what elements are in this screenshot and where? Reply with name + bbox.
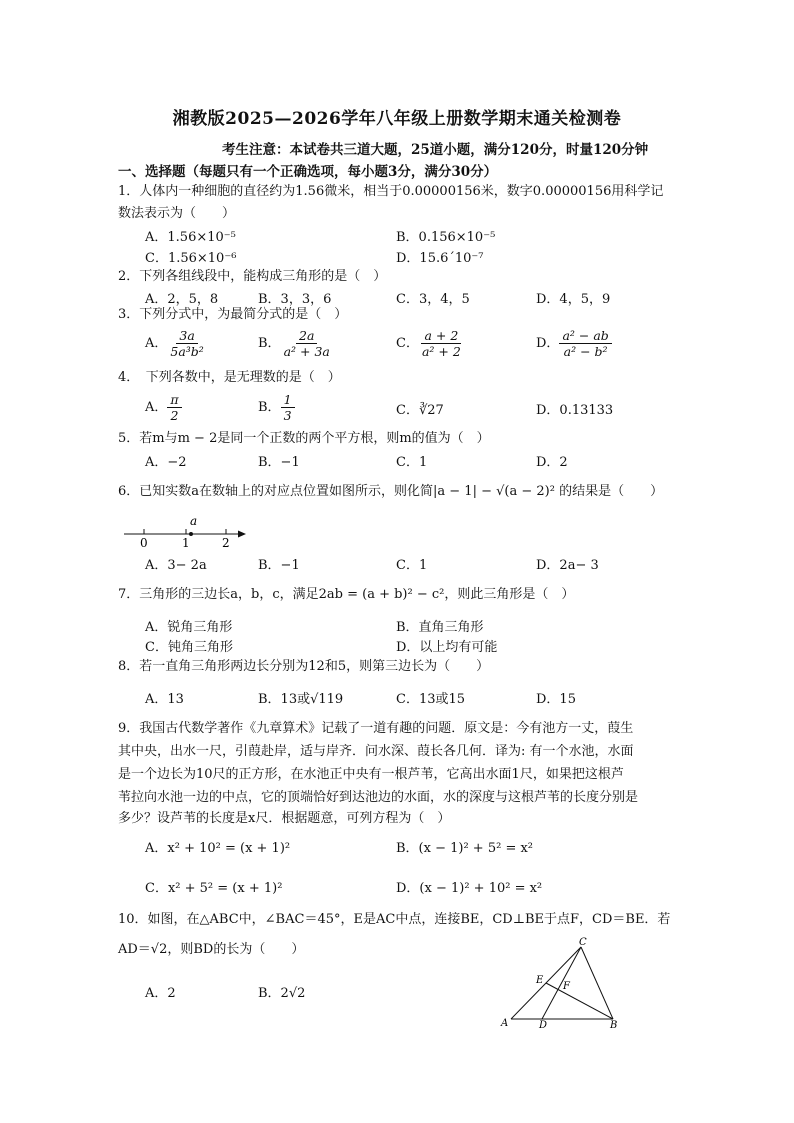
option-label: A． (145, 400, 168, 415)
number-line-figure (120, 512, 250, 550)
numerator: π (167, 392, 181, 408)
question-9-line-4: 苇拉向水池一边的中点，它的顶端恰好到达池边的水面，水的深度与这根芦苇的长度分别是 (118, 790, 639, 805)
option-a[interactable]: A．13 (145, 692, 184, 707)
option-a[interactable]: A．−2 (145, 455, 187, 470)
section-heading: 一、选择题（每题只有一个正确选项，每小题3分，满分30分） (118, 164, 498, 180)
denominator: a² + 2 (421, 344, 461, 359)
option-b[interactable]: B．直角三角形 (396, 620, 484, 635)
option-a[interactable]: A．3− 2a (145, 558, 207, 573)
option-d[interactable]: D．2 (536, 455, 568, 470)
tick-label-2: 2 (222, 536, 230, 550)
option-c[interactable]: C．1.56×10⁻⁶ (145, 251, 237, 266)
option-a[interactable]: A．2 (145, 986, 176, 1001)
option-c[interactable]: C．3，4，5 (396, 292, 470, 307)
question-10-line-2: AD＝√2，则BD的长为（ ） (118, 942, 305, 957)
option-a[interactable]: A．锐角三角形 (145, 620, 233, 635)
option-d[interactable]: D．以上均有可能 (396, 640, 498, 655)
option-b[interactable]: B．2√2 (258, 986, 306, 1001)
option-b[interactable] (258, 328, 333, 359)
denominator: 3 (283, 408, 292, 423)
option-c[interactable]: C．1 (396, 558, 428, 573)
point-label-e: E (536, 975, 544, 986)
fraction (419, 328, 464, 359)
point-label-d: D (539, 1020, 548, 1031)
numerator: a + 2 (421, 328, 461, 344)
option-label: A． (145, 336, 168, 351)
option-d[interactable] (536, 328, 612, 359)
page-title: 湘教版2025—2026学年八年级上册数学期末通关检测卷 (172, 109, 622, 129)
question-7-stem: 7．三角形的三边长a，b，c，满足2ab = (a + b)² − c²，则此三角形是（ ） (118, 587, 575, 602)
option-b[interactable]: B．0.156×10⁻⁵ (396, 230, 496, 245)
segment-cd (542, 947, 581, 1019)
option-b[interactable]: B．13或√119 (258, 692, 344, 707)
question-4-stem: 4． 下列各数中，是无理数的是（ ） (118, 370, 341, 385)
option-a[interactable]: A．2，5，8 (145, 292, 219, 307)
point-a-label: a (190, 514, 198, 528)
question-9-line-2: 其中央，出水一尺，引葭赴岸，适与岸齐．问水深、葭长各几何．译为: 有一个水池，水面 (118, 744, 634, 759)
point-label-f: F (563, 981, 570, 992)
option-d[interactable]: D．0.13133 (536, 403, 614, 418)
option-b[interactable]: B．3，3，6 (258, 292, 332, 307)
segment-bc (581, 947, 613, 1019)
option-a[interactable] (145, 392, 182, 423)
question-9-line-3: 是一个边长为10尺的正方形，在水池正中央有一根芦苇，它高出水面1尺，如果把这根芦 (118, 767, 624, 782)
option-d[interactable]: D．(x − 1)² + 10² = x² (396, 881, 543, 896)
numerator: 3a (176, 328, 197, 344)
denominator: a² − b² (563, 344, 608, 359)
numerator: 2a (296, 328, 317, 344)
option-d[interactable]: D．15 (536, 692, 576, 707)
option-b[interactable] (258, 392, 295, 423)
fraction (167, 328, 206, 359)
question-9-line-5: 多少？设芦苇的长度是x尺．根据题意，可列方程为（ ） (118, 811, 451, 826)
question-6-stem: 6．已知实数a在数轴上的对应点位置如图所示，则化简|a − 1| − √(a − 2)² 的结果是（ ） (118, 484, 664, 499)
denominator: 5a³b² (170, 344, 204, 359)
tick-label-1: 1 (182, 536, 190, 550)
option-label: D． (536, 336, 560, 351)
option-c[interactable] (396, 328, 464, 359)
option-label: C． (396, 336, 419, 351)
question-8-stem: 8．若一直角三角形两边长分别为12和5，则第三边长为（ ） (118, 659, 490, 674)
vertex-label-b: B (610, 1020, 618, 1031)
option-c[interactable]: C．1 (396, 455, 428, 470)
numerator: 1 (281, 392, 295, 408)
exam-notice: 考生注意：本试卷共三道大题，25道小题，满分120分，时量120分钟 (222, 142, 649, 158)
vertex-label-c: C (579, 937, 587, 948)
option-b[interactable]: B．−1 (258, 558, 300, 573)
question-5-stem: 5．若m与m − 2是同一个正数的两个平方根，则m的值为（ ） (118, 431, 490, 446)
option-c[interactable]: C．x² + 5² = (x + 1)² (145, 881, 283, 896)
numerator: a² − ab (559, 328, 611, 344)
question-10-line-1: 10．如图，在△ABC中，∠BAC＝45°，E是AC中点，连接BE，CD⊥BE于点F，CD＝BE．若 (118, 912, 671, 927)
question-3-stem: 3．下列分式中，为最简分式的是（ ） (118, 307, 348, 322)
fraction (559, 328, 611, 359)
option-a[interactable]: A．1.56×10⁻⁵ (145, 230, 236, 245)
question-1-stem: 1．人体内一种细胞的直径约为1.56微米，相当于0.00000156米，数字0.00000156用科学记 (118, 184, 664, 199)
question-9-line-1: 9．我国古代数学著作《九章算术》记载了一道有趣的问题．原文是：今有池方一丈，葭生 (118, 721, 634, 736)
option-d[interactable]: D．15.6´10⁻⁷ (396, 251, 484, 266)
option-b[interactable]: B．(x − 1)² + 5² = x² (396, 841, 534, 856)
option-c[interactable]: C．∛27 (396, 403, 444, 418)
fraction (281, 392, 295, 423)
tick-label-0: 0 (140, 536, 148, 550)
option-c[interactable]: C．13或15 (396, 692, 466, 707)
denominator: 2 (170, 408, 179, 423)
fraction (167, 392, 181, 423)
option-b[interactable]: B．−1 (258, 455, 300, 470)
question-1-stem-cont: 数法表示为（ ） (118, 206, 236, 221)
option-label: B． (258, 400, 281, 415)
vertex-label-a: A (501, 1018, 509, 1029)
option-c[interactable]: C．钝角三角形 (145, 640, 233, 655)
segment-be (546, 983, 613, 1019)
option-d[interactable]: D．4，5，9 (536, 292, 611, 307)
option-a[interactable]: A．x² + 10² = (x + 1)² (145, 841, 291, 856)
fraction (281, 328, 333, 359)
axis-arrow-icon (238, 531, 246, 538)
question-2-stem: 2．下列各组线段中，能构成三角形的是（ ） (118, 269, 387, 284)
option-d[interactable]: D．2a− 3 (536, 558, 599, 573)
triangle-figure (495, 935, 625, 1035)
denominator: a² + 3a (283, 344, 330, 359)
option-label: B． (258, 336, 281, 351)
option-a[interactable] (145, 328, 207, 359)
